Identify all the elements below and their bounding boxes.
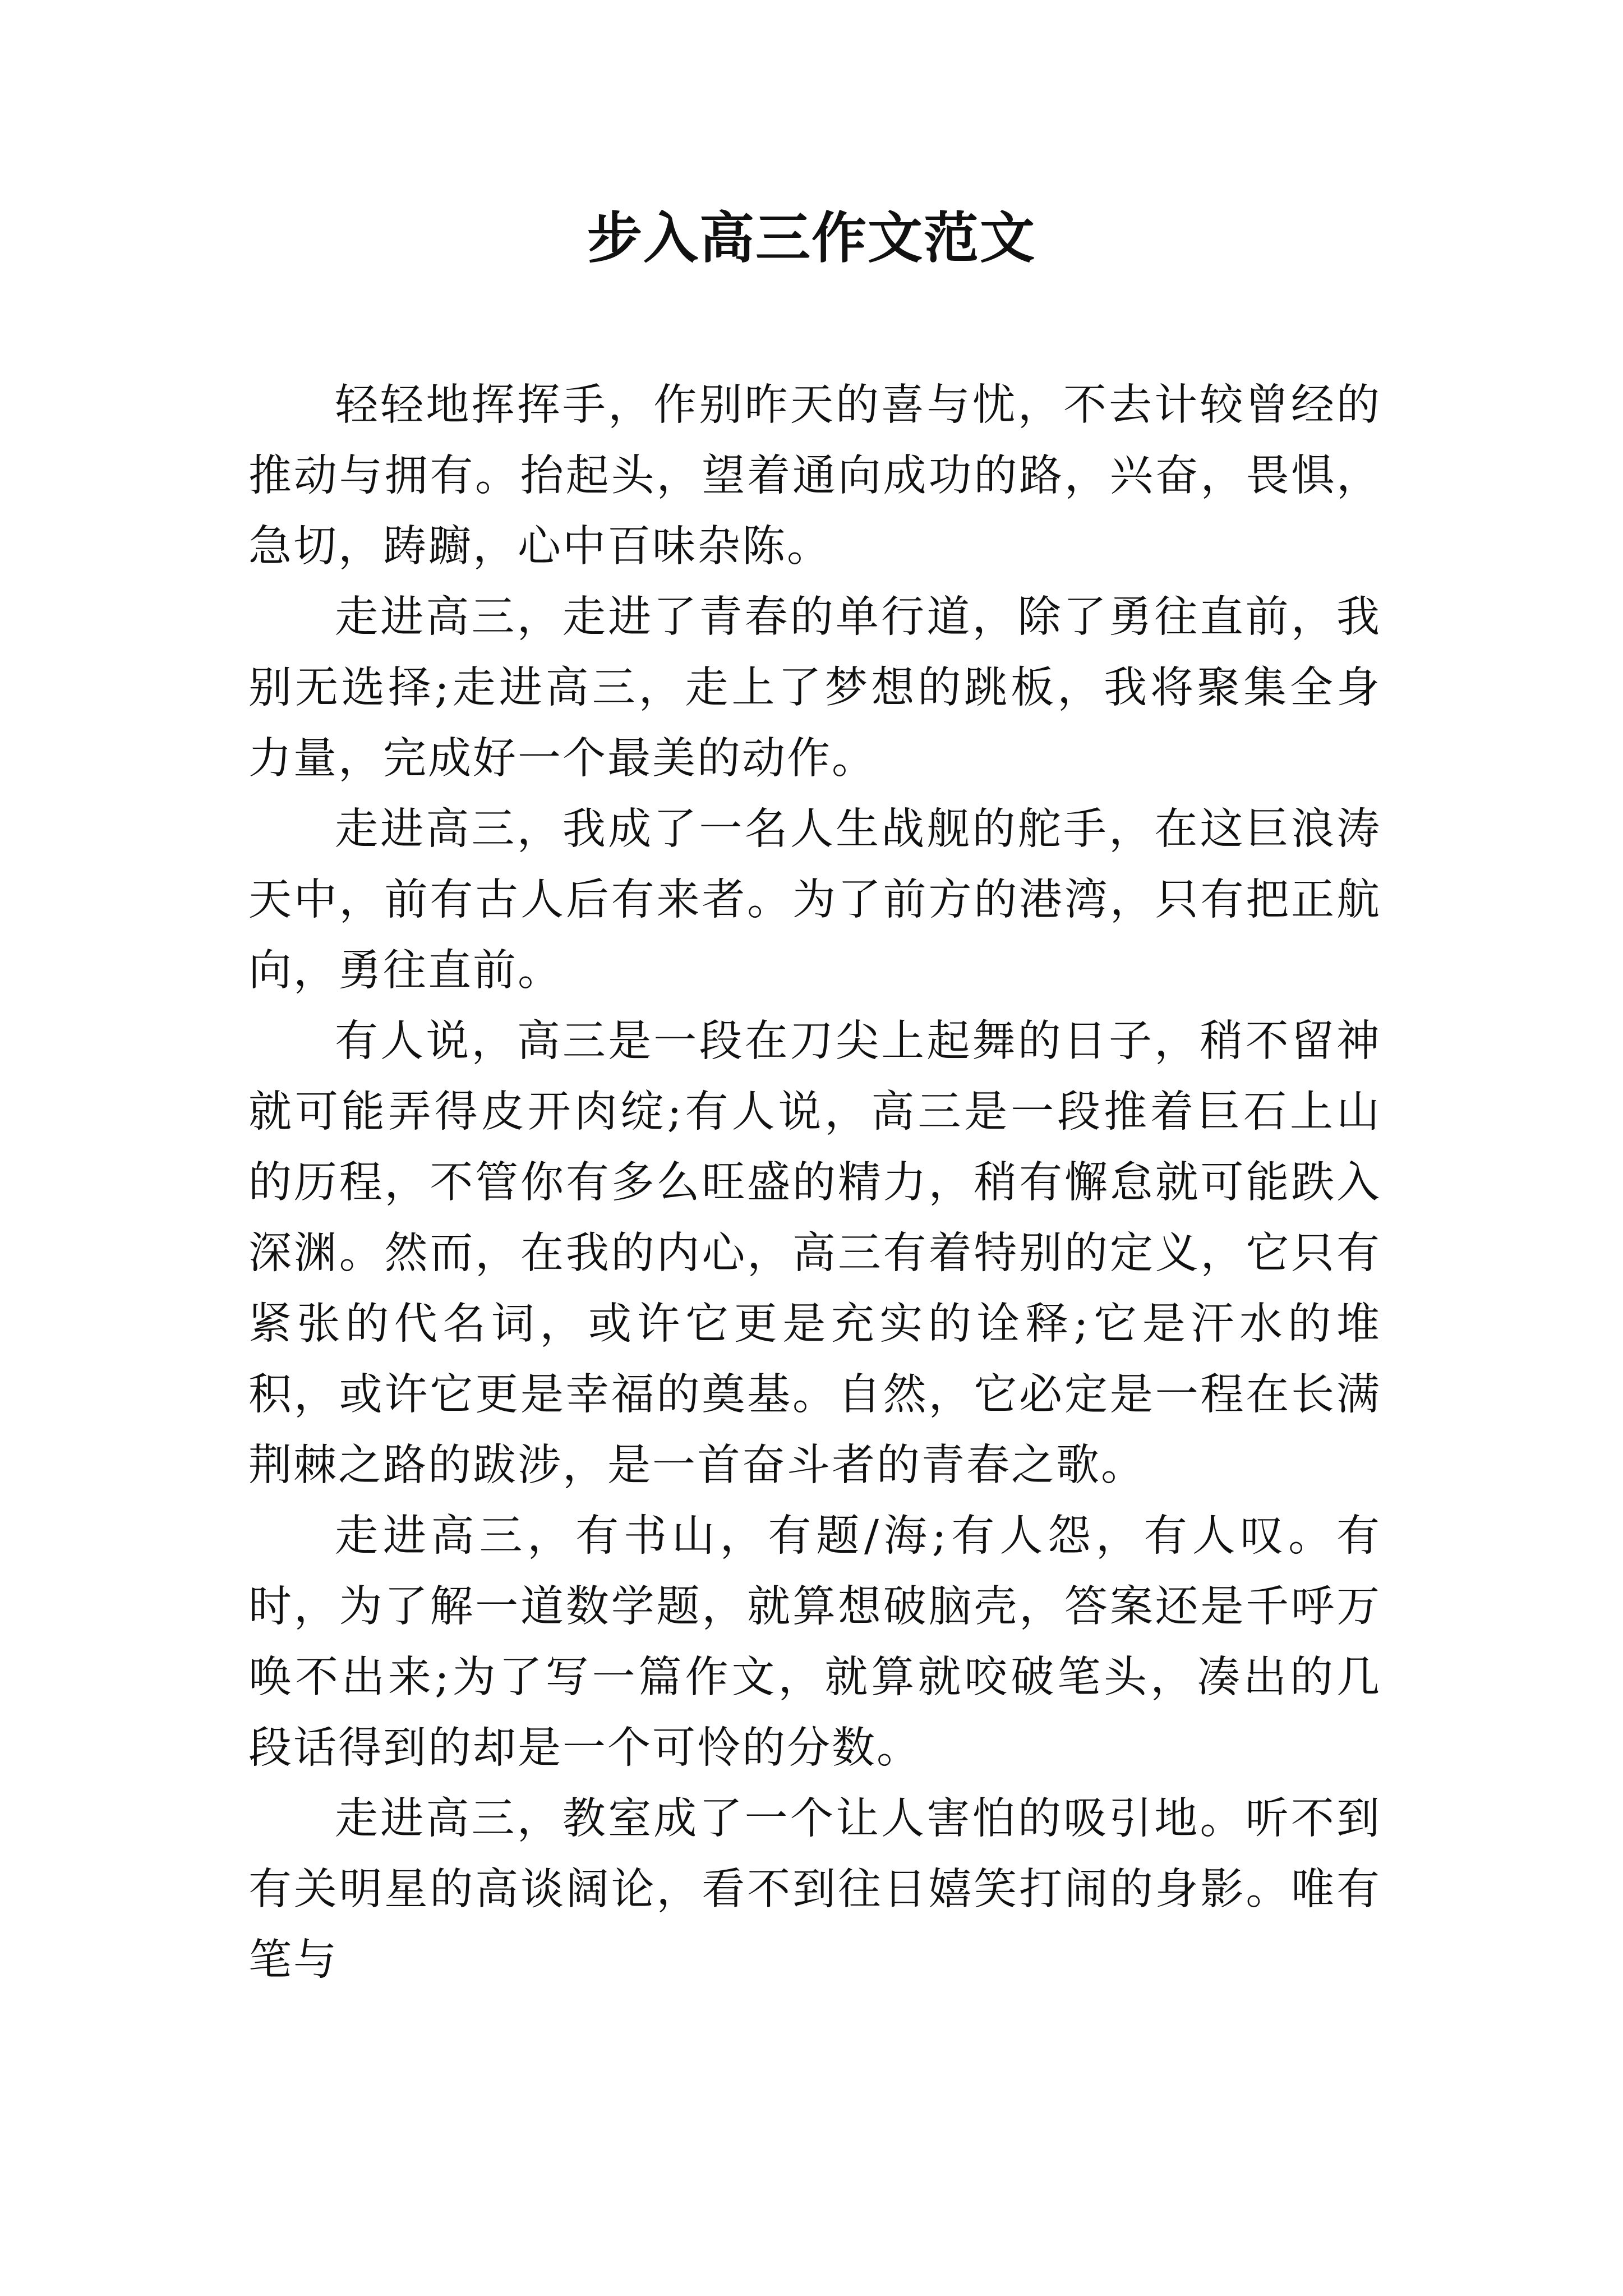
paragraph: 走进高三，走进了青春的单行道，除了勇往直前，我别无选择;走进高三，走上了梦想的跳板，我将聚集全身力量，完成好一个最美的动作。 <box>248 592 1381 784</box>
document-body <box>248 370 1381 1996</box>
paragraph: 有人说，高三是一段在刀尖上起舞的日子，稍不留神就可能弄得皮开肉绽;有人说，高三是一段推着巨石上山的历程，不管你有多么旺盛的精力，稍有懈怠就可能跌入深渊。然而，在我的内心，高三有着特别的定义，它只有紧张的代名词，或许它更是充实的诠释;它是汗水的堆积，或许它更是幸福的奠基。自然，它必定是一程在长满荆棘之路的跋涉，是一首奋斗者的青春之歌。 <box>248 1016 1381 1490</box>
paragraph: 轻轻地挥挥手，作别昨天的喜与忧，不去计较曾经的推动与拥有。抬起头，望着通向成功的路，兴奋，畏惧，急切，踌躕，心中百味杂陈。 <box>248 380 1381 572</box>
paragraph: 走进高三，我成了一名人生战舰的舵手，在这巨浪涛天中，前有古人后有来者。为了前方的港湾，只有把正航向，勇往直前。 <box>248 804 1381 996</box>
paragraph: 走进高三，有书山，有题/海;有人怨，有人叹。有时，为了解一道数学题，就算想破脑壳，答案还是千呼万唤不出来;为了写一篇作文，就算就咬破笔头，凑出的几段话得到的却是一个可怜的分数。 <box>248 1511 1381 1773</box>
document-title: 步入高三作文范文 <box>587 206 1036 270</box>
paragraph: 走进高三，教室成了一个让人害怕的吸引地。听不到有关明星的高谈阔论，看不到往日嬉笑打闹的身影。唯有笔与 <box>248 1794 1381 1985</box>
